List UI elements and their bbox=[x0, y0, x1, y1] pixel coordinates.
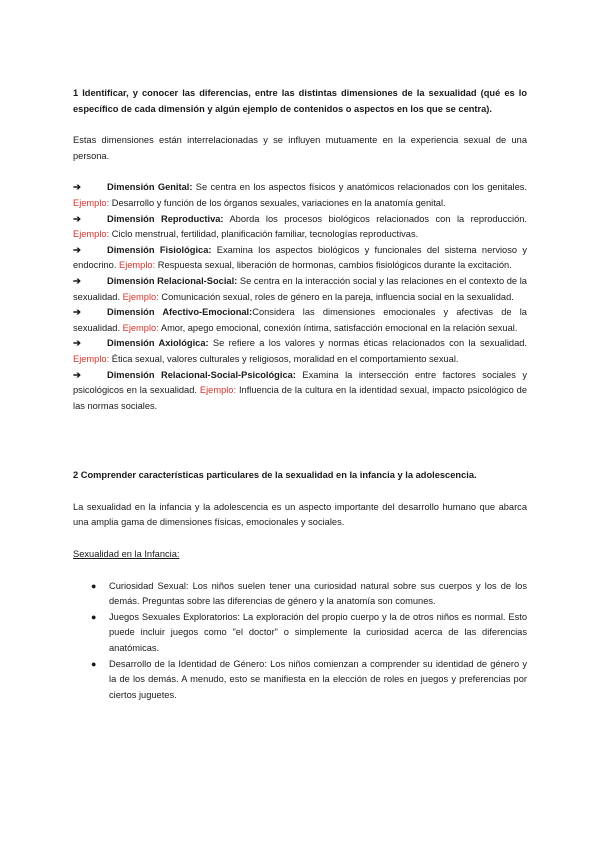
dimension-description: Aborda los procesos biológicos relacionados con la reproducción. bbox=[223, 213, 527, 224]
example-label: Ejemplo: bbox=[119, 260, 156, 271]
dimension-name: Dimensión Genital: bbox=[107, 182, 193, 193]
dimension-example: Desarrollo y función de los órganos sexuales, variaciones en la anatomía genital. bbox=[109, 197, 446, 208]
list-item bbox=[73, 579, 527, 610]
dimension-example: Comunicación sexual, roles de género en la pareja, influencia social en la sexualidad. bbox=[158, 291, 514, 302]
bullet-icon: ● bbox=[91, 658, 97, 669]
section1-heading: 1 Identificar, y conocer las diferencias, entre las distintas dimensiones de la sexualidad (qué es lo específico de cada dimensión y algún ejemplo de contenidos o aspectos en los que se centra). bbox=[73, 88, 527, 114]
arrow-right-icon: ➔ bbox=[73, 182, 81, 193]
dimension-name: Dimensión Reproductiva: bbox=[107, 213, 224, 224]
dimension-name: Dimensión Relacional-Social: bbox=[107, 275, 238, 286]
list-item-text: Juegos Sexuales Exploratorios: La exploración del propio cuerpo y la de otros niños es normal. Esto puede incluir juegos como "el doctor" o simplemente la curiosidad acerca de las diferencias anatómicas. bbox=[109, 611, 527, 654]
example-label: Ejemplo: bbox=[122, 322, 159, 333]
bullet-icon: ● bbox=[91, 580, 97, 591]
arrow-right-icon: ➔ bbox=[73, 307, 81, 318]
dimension-item bbox=[73, 305, 527, 336]
arrow-right-icon: ➔ bbox=[73, 338, 81, 349]
example-label: Ejemplo: bbox=[73, 197, 110, 208]
dimension-example: Ética sexual, valores culturales y religiosos, moralidad en el comportamiento sexual. bbox=[109, 353, 459, 364]
list-item-text: Curiosidad Sexual: Los niños suelen tener una curiosidad natural sobre sus cuerpos y los de los demás. Preguntas sobre las diferencias de género y la anatomía son comunes. bbox=[109, 580, 527, 607]
dimension-description: Se refiere a los valores y normas éticas relacionados con la sexualidad. bbox=[208, 338, 528, 349]
dimension-item bbox=[73, 180, 527, 211]
arrow-right-icon: ➔ bbox=[73, 275, 81, 286]
dimension-description: Examina los aspectos biológicos y funcionales del sistema nervioso y endocrino. bbox=[73, 244, 527, 271]
section1-intro: Estas dimensiones están interrelacionadas y se influyen mutuamente en la experiencia sexual de una persona. bbox=[73, 135, 527, 161]
dimension-example: Amor, apego emocional, conexión íntima, satisfacción emocional en la relación sexual. bbox=[158, 322, 518, 333]
arrow-right-icon: ➔ bbox=[73, 369, 81, 380]
dimension-item bbox=[73, 368, 527, 415]
dimension-name: Dimensión Afectivo-Emocional: bbox=[107, 307, 253, 318]
dimension-item bbox=[73, 336, 527, 367]
dimension-name: Dimensión Axiológica: bbox=[107, 338, 209, 349]
section2-intro: La sexualidad en la infancia y la adolescencia es un aspecto importante del desarrollo humano que abarca una amplia gama de dimensiones físicas, emocionales y sociales. bbox=[73, 501, 527, 528]
dimension-description: Examina la intersección entre factores sociales y psicológicos en la sexualidad. bbox=[73, 369, 528, 396]
dimension-item bbox=[73, 212, 527, 243]
infancy-subheading: Sexualidad en la Infancia: bbox=[73, 549, 180, 560]
dimension-name: Dimensión Fisiológica: bbox=[107, 244, 212, 255]
dimension-description: Se centra en la interacción social y las relaciones en el contexto de la sexualidad. bbox=[73, 275, 527, 302]
list-item-text: Desarrollo de la Identidad de Género: Los niños comienzan a comprender su identidad de género y la de los demás. A menudo, esto se manifiesta en la elección de roles en juegos y preferencias por ciertos juguetes. bbox=[109, 658, 527, 700]
dimension-example: Influencia de la cultura en la identidad sexual, impacto psicológico de las normas sociales. bbox=[73, 385, 527, 411]
example-label: Ejemplo: bbox=[122, 291, 159, 302]
example-label: Ejemplo: bbox=[73, 229, 110, 240]
dimension-item bbox=[73, 243, 527, 274]
infancy-bullet-list bbox=[73, 579, 527, 704]
dimension-description: Considera las dimensiones emocionales y afectivas de la sexualidad. bbox=[73, 307, 527, 333]
example-label: Ejemplo: bbox=[73, 353, 110, 364]
document-content bbox=[73, 86, 527, 703]
arrow-right-icon: ➔ bbox=[73, 244, 81, 255]
bullet-icon: ● bbox=[91, 611, 97, 622]
arrow-right-icon: ➔ bbox=[73, 213, 81, 224]
dimension-item bbox=[73, 274, 527, 305]
dimension-example: Ciclo menstrual, fertilidad, planificación familiar, tecnologías reproductivas. bbox=[109, 229, 419, 240]
section2-heading: 2 Comprender características particulares de la sexualidad en la infancia y la adolescencia. bbox=[73, 470, 477, 481]
list-item bbox=[73, 657, 527, 704]
dimensions-list bbox=[73, 180, 527, 414]
dimension-example: Respuesta sexual, liberación de hormonas, cambios fisiológicos durante la excitación. bbox=[155, 260, 512, 271]
list-item bbox=[73, 610, 527, 657]
example-label: Ejemplo: bbox=[199, 385, 237, 396]
dimension-name: Dimensión Relacional-Social-Psicológica: bbox=[107, 369, 296, 380]
dimension-description: Se centra en los aspectos físicos y anatómicos relacionados con los genitales. bbox=[192, 182, 527, 193]
